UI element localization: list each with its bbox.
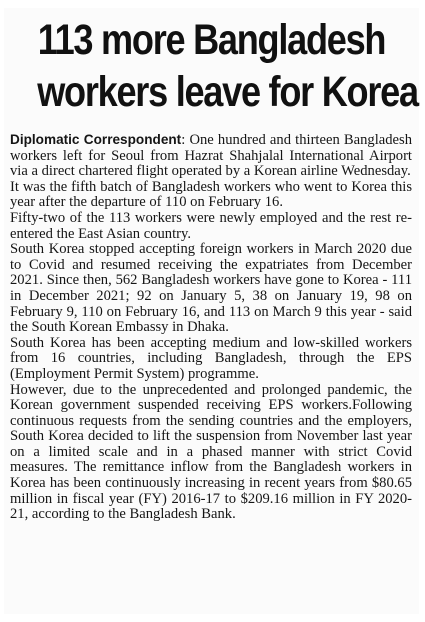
headline-line-1: 113 more Bangladesh: [37, 16, 386, 64]
paragraph-1: [10, 132, 412, 180]
news-clipping: [4, 8, 419, 614]
paragraph-4: South Korea stopped accepting foreign workers in March 2020 due to Covid and resumed receiving the expatriates from December 2021. Since then, 562 Bangladesh workers have gone to Korea - 111 in December 2021; 92 on January 5, 38 on January 19, 98 on February 9, 110 on February 16, and 113 on March 9 this year - said the South Korean Embassy in Dhaka.: [10, 241, 412, 336]
headline-line-2: workers leave for Korea: [37, 68, 418, 116]
headline: [37, 14, 418, 118]
paragraph-3: Fifty-two of the 113 workers were newly employed and the rest re-entered the East Asian country.: [10, 209, 412, 242]
paragraph-6: However, due to the unprecedented and prolonged pandemic, the Korean government suspended receiving EPS workers.Following continuous requests from the sending countries and the employers, South Korea decided to lift the suspension from November last year on a limited scale and in a phased manner with strict Covid measures. The remittance inflow from the Bangladesh workers in Korea has been continuously increasing in recent years from $80.65 million in fiscal year (FY) 2016-17 to $209.16 million in FY 2020-21, according to the Bangladesh Bank.: [10, 381, 412, 523]
byline-separator: :: [181, 132, 190, 148]
paragraph-2: It was the fifth batch of Bangladesh workers who went to Korea this year after the departure of 110 on February 16.: [10, 178, 412, 211]
article-body: [10, 132, 412, 523]
paragraph-5: South Korea has been accepting medium and low-skilled workers from 16 countries, including Bangladesh, through the EPS (Employment Permit System) programme.: [10, 334, 412, 382]
paragraph-1-text: One hundred and thirteen Bangladesh workers left for Seoul from Hazrat Shahjalal International Airport via a direct chartered flight operated by a Korean airline Wednesday.: [10, 132, 412, 180]
byline: Diplomatic Correspondent: [10, 132, 182, 147]
